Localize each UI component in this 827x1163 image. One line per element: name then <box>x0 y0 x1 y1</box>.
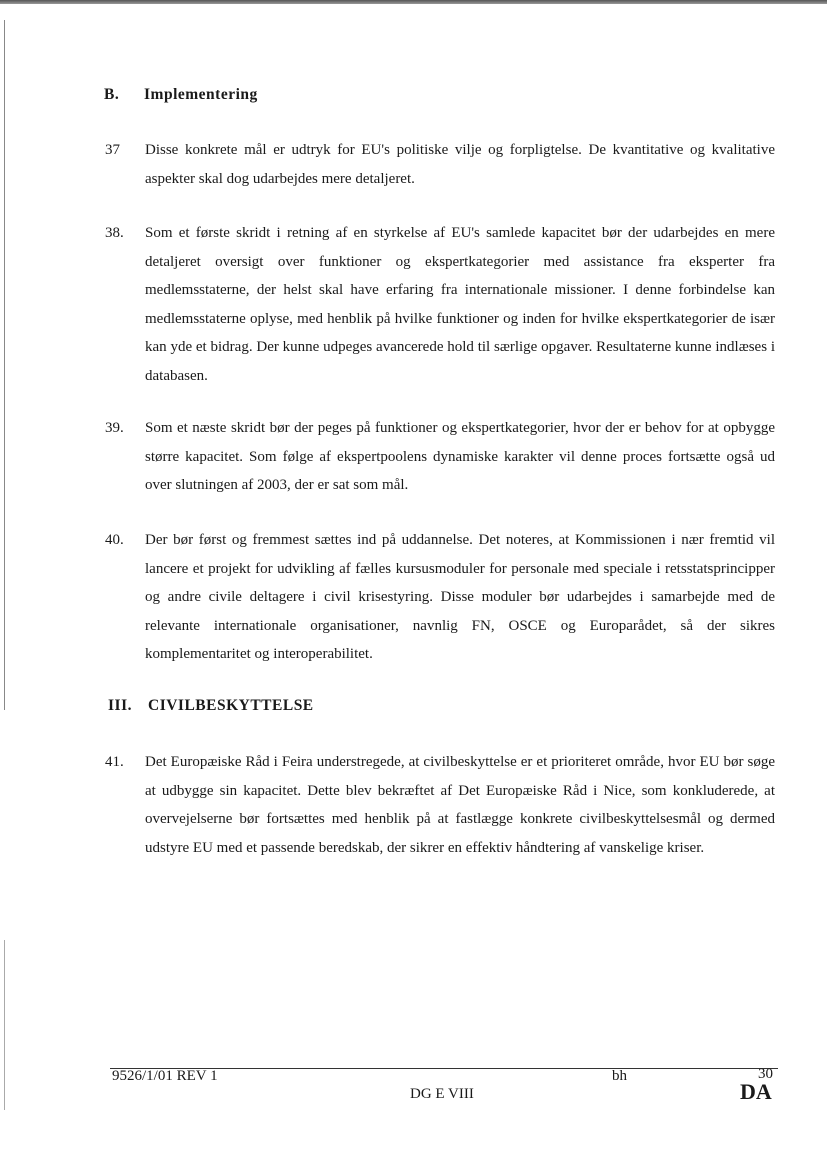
paragraph-number: 37 <box>105 142 120 158</box>
paragraph-37 <box>105 136 775 193</box>
paragraph-number: 38. <box>105 225 124 241</box>
paragraph-38 <box>105 219 775 390</box>
page-number: 30 <box>758 1066 773 1082</box>
directorate: DG E VIII <box>410 1086 474 1102</box>
section-number: B. <box>104 86 120 103</box>
paragraph-40 <box>105 526 775 669</box>
paragraph-41 <box>105 748 775 862</box>
paragraph-number: 40. <box>105 532 124 548</box>
paragraph-text: Som et næste skridt bør der peges på funktioner og ekspertkategorier, hvor der er behov for at opbygge større kapacitet. Som følge af ekspertpoolens dynamiske karakter vil denne proces fortsætte også ud over slutningen af 2003, der er sat som mål. <box>145 420 775 493</box>
paragraph-number: 41. <box>105 754 124 770</box>
paragraph-text: Det Europæiske Råd i Feira understregede, at civilbeskyttelse er et prioriteret område, hvor EU bør søge at udbygge sin kapacitet. Dette blev bekræftet af Det Europæiske Råd i Nice, som konkluderede, at overvejelserne bør fortsættes med henblik på at fastlægge konkrete civilbeskyttelsesmål og dermed udstyre EU med et passende beredskab, der sikrer en effektiv håndtering af vanskelige kriser. <box>145 754 775 856</box>
scan-top-edge <box>0 0 827 4</box>
paragraph-text: Der bør først og fremmest sættes ind på uddannelse. Det noteres, at Kommissionen i nær fremtid vil lancere et projekt for udvikling af fælles kursusmoduler for personale med speciale i retsstatsprincipper og andre civile deltagere i civil krisestyring. Disse moduler bør udarbejdes i samarbejde med de relevante internationale organisationer, navnlig FN, OSCE og Europarådet, så der sikres komplementaritet og interoperabilitet. <box>145 532 775 662</box>
language-code: DA <box>740 1079 772 1104</box>
document-reference: 9526/1/01 REV 1 <box>112 1068 218 1084</box>
margin-rule <box>4 20 5 710</box>
paragraph-number: 39. <box>105 420 124 436</box>
section-number: III. <box>108 697 132 714</box>
section-title: Implementering <box>144 86 258 103</box>
paragraph-text: Disse konkrete mål er udtryk for EU's politiske vilje og forpligtelse. De kvantitative og kvalitative aspekter skal dog udarbejdes mere detaljeret. <box>145 142 775 187</box>
section-title: CIVILBESKYTTELSE <box>148 697 314 714</box>
paragraph-text: Som et første skridt i retning af en styrkelse af EU's samlede kapacitet bør der udarbejdes en mere detaljeret oversigt over funktioner og ekspertkategorier med assistance fra eksperter fra medlemsstaterne, der helst skal have erfaring fra internationale missioner. I denne forbindelse kan medlemsstaterne oplyse, med henblik på hvilke funktioner og inden for hvilke ekspertkategorier de især kan yde et bidrag. Der kunne udpeges avancerede hold til særlige opgaver. Resultaterne kunne indlæses i databasen. <box>145 225 775 384</box>
margin-rule-lower <box>4 940 5 1110</box>
paragraph-39 <box>105 414 775 500</box>
author-initials: bh <box>612 1068 627 1084</box>
